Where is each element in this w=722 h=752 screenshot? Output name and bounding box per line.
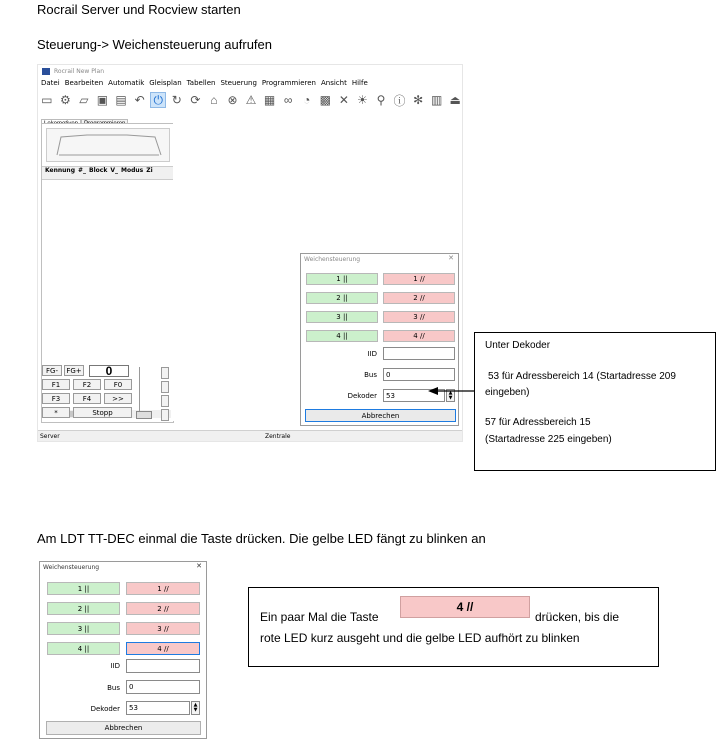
loco-outline-icon [47,129,169,161]
switch-1-turn-button[interactable]: 1 // [126,582,200,595]
power-icon[interactable]: ⏻ [150,92,166,108]
speed-slider[interactable] [139,367,154,419]
menu-hilfe[interactable]: Hilfe [351,79,368,87]
switch-2-turn-button[interactable]: 2 // [126,602,200,615]
weichensteuerung-dialog-2 [39,561,207,739]
iid-input[interactable] [126,659,200,673]
bug-icon[interactable]: ✻ [413,93,424,107]
note-line-1: Unter Dekoder [485,340,551,351]
decoder-input[interactable]: 53 [383,389,445,402]
dir-button-3[interactable] [161,395,169,407]
switch-4-straight-button[interactable]: 4 || [47,642,120,655]
press-note-box [248,587,659,667]
switch-3-turn-button[interactable]: 3 // [126,622,200,635]
grid-icon[interactable]: ▩ [319,93,331,107]
menubar [38,79,462,91]
eject-icon[interactable]: ⏏ [449,93,461,107]
folder-icon[interactable]: ▱ [79,93,89,107]
close-icon[interactable]: ✕ [448,254,454,262]
loco-image [46,128,170,162]
note-line-2: 53 für Adressbereich 14 (Startadresse 209 [488,371,676,382]
switch-1-straight-button[interactable]: 1 || [306,273,378,285]
col-block[interactable]: Block [89,167,108,174]
abort-button[interactable]: Abbrechen [46,721,201,735]
iid-label: IID [110,662,120,670]
bus-label: Bus [364,371,377,379]
weichensteuerung-dialog [300,253,459,426]
search-icon[interactable]: ⚲ [376,93,386,107]
spin-up-icon[interactable]: ▲ [448,389,453,396]
link-icon[interactable]: ∞ [283,93,293,107]
example-switch-4-turn-button: 4 // [400,596,530,618]
dir-button-4[interactable] [161,409,169,421]
switch-4-straight-button[interactable]: 4 || [306,330,378,342]
menu-bearbeiten[interactable]: Bearbeiten [64,79,104,87]
clock-icon[interactable]: ◔ [303,93,311,107]
slider-thumb[interactable] [136,411,152,419]
app-title: Rocrail New Plan [54,68,105,75]
f0-button[interactable]: F0 [104,379,132,390]
menu-tabellen[interactable]: Tabellen [186,79,216,87]
f1-button[interactable]: F1 [42,379,70,390]
shuffle-icon[interactable]: ✕ [338,93,349,107]
cycle-icon[interactable]: ⟳ [190,93,201,107]
decoder-input[interactable]: 53 [126,701,190,715]
list-icon[interactable]: ▥ [430,93,443,107]
abort-button[interactable]: Abbrechen [305,409,456,422]
monitor-icon[interactable]: ▭ [41,93,53,107]
status-server: Server [40,433,60,440]
note2-prefix: Ein paar Mal die Taste [260,610,379,624]
spin-down-icon[interactable]: ▼ [193,707,198,713]
toolbar [38,92,463,111]
col-zi[interactable]: Zi [146,167,153,174]
bus-input[interactable]: 0 [383,368,455,381]
dialog-title: Weichensteuerung [304,256,361,263]
iid-label: IID [367,350,377,358]
left-tabs [41,112,128,123]
doc-line-2: Steuerung-> Weichensteuerung aufrufen [37,37,273,52]
note2-suffix: drücken, bis die [535,610,620,624]
print-icon[interactable]: ▤ [115,93,127,107]
fg-minus-button[interactable]: FG- [42,365,62,376]
rocview-screenshot [37,64,463,442]
col-kennung[interactable]: Kennung [45,167,75,174]
col-v[interactable]: V_ [110,167,118,174]
undo-icon[interactable]: ↶ [134,93,145,107]
fg-plus-button[interactable]: FG+ [64,365,84,376]
reload-icon[interactable]: ↻ [171,93,182,107]
spin-up-icon[interactable]: ▲ [193,702,198,708]
menu-steuerung[interactable]: Steuerung [220,79,257,87]
bus-input[interactable]: 0 [126,680,200,694]
more-button[interactable]: >> [104,393,132,404]
loco-control [41,365,172,425]
decoder-label: Dekoder [90,705,120,713]
status-zentrale: Zentrale [265,433,291,440]
note-line-5: (Startadresse 225 eingeben) [485,434,612,445]
statusbar [38,430,462,442]
col-nr[interactable]: #_ [78,167,87,174]
dir-button-1[interactable] [161,367,169,379]
app-titlebar [38,65,462,78]
spin-down-icon[interactable]: ▼ [448,394,453,401]
doc-line-1: Rocrail Server und Rocview starten [37,2,241,17]
switch-4-turn-button[interactable]: 4 // [383,330,455,342]
f4-button[interactable]: F4 [73,393,101,404]
home-icon[interactable]: ⌂ [210,93,218,107]
close-icon[interactable]: ✕ [196,562,202,570]
switch-2-straight-button[interactable]: 2 || [47,602,120,615]
doc-line-3: Am LDT TT-DEC einmal die Taste drücken. Die gelbe LED fängt zu blinken an [37,531,486,546]
bus-label: Bus [107,684,120,692]
dir-button-2[interactable] [161,381,169,393]
decoder-note-box [474,332,716,471]
loco-icon[interactable]: ▦ [263,93,276,107]
menu-programmieren[interactable]: Programmieren [261,79,316,87]
switch-1-straight-button[interactable]: 1 || [47,582,120,595]
save-icon[interactable]: ▣ [96,93,109,107]
cancel-icon[interactable]: ⊗ [227,93,238,107]
stop-button[interactable]: Stopp [73,407,132,418]
iid-input[interactable] [383,347,455,360]
note-line-3: eingeben) [485,387,530,398]
switch-4-turn-button[interactable]: 4 // [126,642,200,655]
f3-button[interactable]: F3 [42,393,70,404]
gear-icon[interactable]: ⚙ [59,93,71,107]
switch-1-turn-button[interactable]: 1 // [383,273,455,285]
star-button[interactable]: * [42,407,70,418]
switch-2-straight-button[interactable]: 2 || [306,292,378,304]
light-icon[interactable]: ☀ [357,93,368,107]
speed-display: 0 [89,365,129,377]
switch-2-turn-button[interactable]: 2 // [383,292,455,304]
info-icon[interactable]: ⓘ [393,93,406,108]
menu-gleisplan[interactable]: Gleisplan [149,79,182,87]
switch-3-straight-button[interactable]: 3 || [306,311,378,323]
app-logo-icon [42,68,50,75]
menu-automatik[interactable]: Automatik [108,79,145,87]
dialog-2-title: Weichensteuerung [43,564,100,571]
switch-3-turn-button[interactable]: 3 // [383,311,455,323]
note2-line-2: rote LED kurz ausgeht und die gelbe LED aufhört zu blinken [260,631,580,645]
f2-button[interactable]: F2 [73,379,101,390]
note-line-4: 57 für Adressbereich 15 [485,417,591,428]
loco-table-header [42,166,173,180]
col-modus[interactable]: Modus [121,167,144,174]
decoder-spinner[interactable] [191,701,200,715]
switch-3-straight-button[interactable]: 3 || [47,622,120,635]
menu-datei[interactable]: Datei [41,79,60,87]
menu-ansicht[interactable]: Ansicht [320,79,347,87]
decoder-label: Dekoder [347,392,377,400]
warning-icon[interactable]: ⚠ [245,93,257,107]
direction-buttons [161,367,169,421]
